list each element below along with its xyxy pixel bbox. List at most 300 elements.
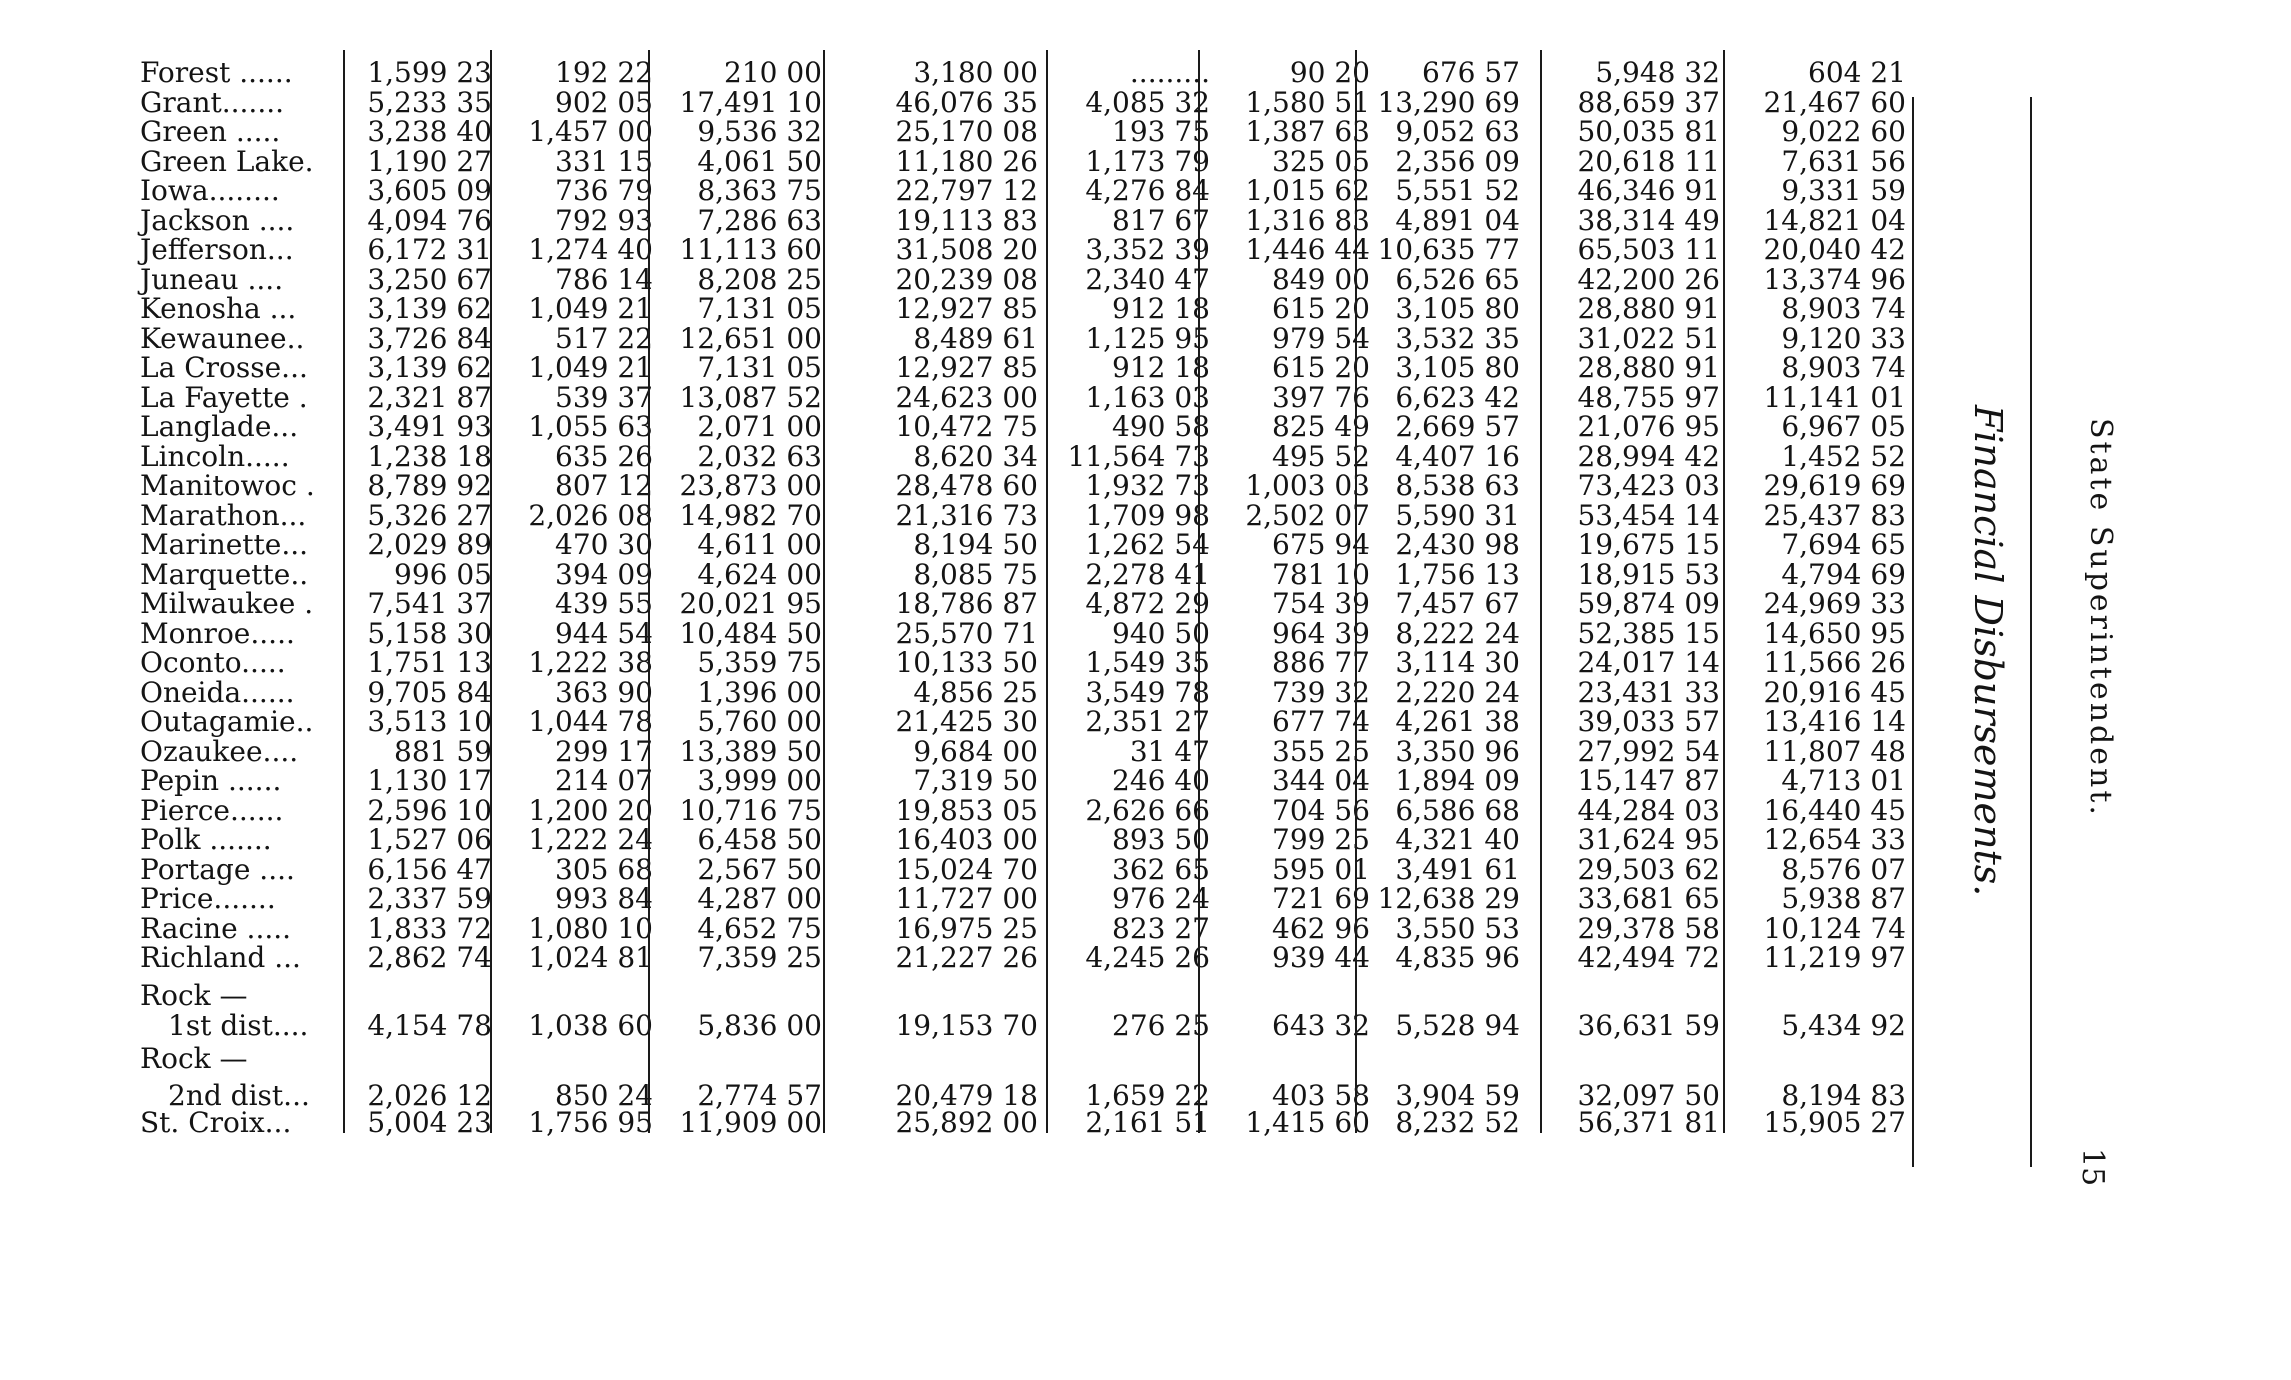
amount-cell: 1,238 18: [367, 439, 492, 473]
amount-cell: 635 26: [555, 439, 653, 473]
amount-cell: 88,659 37: [1577, 85, 1720, 119]
amount-cell: 210 00: [724, 56, 822, 89]
amount-cell: 24,017 14: [1577, 646, 1720, 679]
amount-cell: 6,172 31: [367, 233, 492, 266]
county-name: Jefferson...: [140, 233, 294, 266]
amount-cell: 10,635 77: [1377, 233, 1520, 266]
amount-cell: 56,371 81: [1577, 1106, 1720, 1139]
amount-cell: 46,076 35: [895, 85, 1038, 119]
amount-cell: 2,321 87: [367, 380, 492, 414]
header-separator-rule: [2030, 97, 2032, 1167]
amount-cell: 38,314 49: [1577, 203, 1720, 237]
amount-cell: 4,407 16: [1395, 439, 1520, 473]
amount-cell: 7,631 56: [1781, 144, 1906, 178]
amount-cell: 807 12: [555, 469, 653, 502]
amount-cell: 8,538 63: [1395, 469, 1520, 502]
amount-cell: 13,087 52: [679, 380, 822, 414]
county-name: Kenosha ...: [140, 292, 297, 325]
amount-cell: 3,726 84: [367, 321, 492, 355]
amount-cell: 1,015 62: [1245, 174, 1370, 207]
county-name: Outagamie..: [140, 705, 314, 738]
amount-cell: 799 25: [1272, 823, 1370, 856]
amount-cell: 2,669 57: [1395, 410, 1520, 443]
amount-cell: 8,085 75: [913, 557, 1038, 591]
amount-cell: 9,331 59: [1781, 174, 1906, 207]
amount-cell: 16,440 45: [1763, 793, 1906, 827]
amount-cell: 1,457 00: [528, 115, 653, 148]
amount-cell: 11,727 00: [895, 882, 1038, 915]
amount-cell: 3,904 59: [1395, 1079, 1520, 1112]
amount-cell: 1,751 13: [367, 646, 492, 679]
amount-cell: 1,200 20: [528, 793, 653, 827]
amount-cell: 10,484 50: [679, 616, 822, 650]
amount-cell: 7,131 05: [697, 292, 822, 325]
amount-cell: 3,550 53: [1395, 911, 1520, 945]
amount-cell: 21,227 26: [895, 941, 1038, 974]
amount-cell: 2,862 74: [367, 941, 492, 974]
amount-cell: 1,932 73: [1085, 469, 1210, 502]
amount-cell: 9,684 00: [913, 734, 1038, 768]
amount-cell: 23,873 00: [679, 469, 822, 502]
county-name: Oneida......: [140, 675, 295, 709]
amount-cell: 16,975 25: [895, 911, 1038, 945]
amount-cell: 3,491 61: [1395, 852, 1520, 886]
amount-cell: 13,290 69: [1377, 85, 1520, 119]
amount-cell: 15,024 70: [895, 852, 1038, 886]
amount-cell: 31,508 20: [895, 233, 1038, 266]
amount-cell: 7,286 63: [697, 203, 822, 237]
amount-cell: 299 17: [555, 734, 653, 768]
county-name: Pierce......: [140, 793, 284, 827]
amount-cell: 42,200 26: [1577, 262, 1720, 296]
amount-cell: 11,566 26: [1763, 646, 1906, 679]
amount-cell: 24,969 33: [1763, 587, 1906, 620]
amount-cell: 305 68: [555, 852, 653, 886]
amount-cell: 36,631 59: [1577, 1009, 1720, 1042]
county-name: Ozaukee....: [140, 734, 299, 768]
amount-cell: 28,994 42: [1577, 439, 1720, 473]
amount-cell: 1,222 38: [528, 646, 653, 679]
county-name: Iowa........: [140, 174, 280, 207]
amount-cell: 12,651 00: [679, 321, 822, 355]
amount-cell: 3,491 93: [367, 410, 492, 443]
amount-cell: 1,833 72: [367, 911, 492, 945]
amount-cell: 940 50: [1112, 616, 1210, 650]
amount-cell: 539 37: [555, 380, 653, 414]
amount-cell: 786 14: [555, 262, 653, 296]
amount-cell: 1,080 10: [528, 911, 653, 945]
amount-cell: 28,880 91: [1577, 351, 1720, 384]
county-name: Price.......: [140, 882, 276, 915]
county-name: Pepin ......: [140, 764, 282, 797]
amount-cell: 20,479 18: [895, 1079, 1038, 1112]
amount-cell: 25,892 00: [895, 1106, 1038, 1139]
amount-cell: 4,094 76: [367, 203, 492, 237]
amount-cell: 11,807 48: [1763, 734, 1906, 768]
column-rule: [1723, 50, 1725, 1133]
amount-cell: 6,156 47: [367, 852, 492, 886]
amount-cell: 721 69: [1272, 882, 1370, 915]
amount-cell: 19,113 83: [895, 203, 1038, 237]
amount-cell: 1,049 21: [528, 351, 653, 384]
amount-cell: 2,430 98: [1395, 528, 1520, 561]
amount-cell: 363 90: [555, 675, 653, 709]
amount-cell: 5,004 23: [367, 1106, 492, 1139]
amount-cell: 439 55: [555, 587, 653, 620]
amount-cell: 2,351 27: [1085, 705, 1210, 738]
amount-cell: 19,153 70: [895, 1009, 1038, 1042]
county-name: Juneau ....: [140, 262, 284, 296]
column-rule: [490, 50, 492, 1133]
amount-cell: 355 25: [1272, 734, 1370, 768]
amount-cell: 25,437 83: [1763, 498, 1906, 532]
amount-cell: 46,346 91: [1577, 174, 1720, 207]
amount-cell: 3,532 35: [1395, 321, 1520, 355]
amount-cell: 8,194 83: [1781, 1079, 1906, 1112]
county-name: Manitowoc .: [140, 469, 315, 502]
amount-cell: 27,992 54: [1577, 734, 1720, 768]
amount-cell: 31 47: [1129, 734, 1210, 768]
county-name: 2nd dist...: [168, 1079, 310, 1112]
amount-cell: 5,760 00: [697, 705, 822, 738]
amount-cell: 5,359 75: [697, 646, 822, 679]
amount-cell: 59,874 09: [1577, 587, 1720, 620]
amount-cell: 19,675 15: [1577, 528, 1720, 561]
amount-cell: 643 32: [1272, 1009, 1370, 1042]
amount-cell: 3,250 67: [367, 262, 492, 296]
amount-cell: 675 94: [1272, 528, 1370, 561]
amount-cell: 32,097 50: [1577, 1079, 1720, 1112]
amount-cell: 495 52: [1272, 439, 1370, 473]
amount-cell: 3,139 62: [367, 351, 492, 384]
amount-cell: 5,836 00: [697, 1009, 822, 1042]
amount-cell: 4,835 96: [1395, 941, 1520, 974]
amount-cell: 4,061 50: [697, 144, 822, 178]
amount-cell: 192 22: [555, 56, 653, 89]
amount-cell: 12,927 85: [895, 351, 1038, 384]
amount-cell: 1,387 63: [1245, 115, 1370, 148]
amount-cell: 1,599 23: [367, 56, 492, 89]
amount-cell: 9,022 60: [1781, 115, 1906, 148]
table-right-rule: [1912, 97, 1914, 1167]
amount-cell: 8,194 50: [913, 528, 1038, 561]
amount-cell: 1,756 13: [1395, 557, 1520, 591]
amount-cell: 2,032 63: [697, 439, 822, 473]
amount-cell: 5,590 31: [1395, 498, 1520, 532]
amount-cell: 11,219 97: [1763, 941, 1906, 974]
amount-cell: 7,131 05: [697, 351, 822, 384]
amount-cell: 344 04: [1272, 764, 1370, 797]
amount-cell: 5,326 27: [367, 498, 492, 532]
amount-cell: 615 20: [1272, 292, 1370, 325]
amount-cell: 8,489 61: [913, 321, 1038, 355]
county-name: Oconto.....: [140, 646, 286, 679]
amount-cell: 1,003 03: [1245, 469, 1370, 502]
amount-cell: 23,431 33: [1577, 675, 1720, 709]
amount-cell: 3,180 00: [913, 56, 1038, 89]
amount-cell: 397 76: [1272, 380, 1370, 414]
amount-cell: 10,716 75: [679, 793, 822, 827]
amount-cell: 2,626 66: [1085, 793, 1210, 827]
amount-cell: 394 09: [555, 557, 653, 591]
county-name: Forest ......: [140, 56, 293, 89]
amount-cell: 5,158 30: [367, 616, 492, 650]
amount-cell: 4,321 40: [1395, 823, 1520, 856]
county-name: Portage ....: [140, 852, 295, 886]
county-name: Green .....: [140, 115, 281, 148]
amount-cell: 8,232 52: [1395, 1106, 1520, 1139]
amount-cell: 1,190 27: [367, 144, 492, 178]
amount-cell: 193 75: [1112, 115, 1210, 148]
amount-cell: 3,605 09: [367, 174, 492, 207]
amount-cell: 1,044 78: [528, 705, 653, 738]
amount-cell: 3,999 00: [697, 764, 822, 797]
amount-cell: 1,038 60: [528, 1009, 653, 1042]
amount-cell: 18,915 53: [1577, 557, 1720, 591]
amount-cell: 48,755 97: [1577, 380, 1720, 414]
amount-cell: .........: [1129, 56, 1210, 89]
amount-cell: 8,576 07: [1781, 852, 1906, 886]
amount-cell: 5,233 35: [367, 85, 492, 119]
amount-cell: 1,452 52: [1781, 439, 1906, 473]
amount-cell: 677 74: [1272, 705, 1370, 738]
amount-cell: 1,125 95: [1085, 321, 1210, 355]
page-number: 15: [2075, 1148, 2110, 1187]
amount-cell: 3,105 80: [1395, 351, 1520, 384]
column-rule: [1540, 50, 1542, 1133]
amount-cell: 4,652 75: [697, 911, 822, 945]
amount-cell: 20,618 11: [1577, 144, 1720, 178]
county-name: Rock —: [140, 979, 248, 1012]
amount-cell: 939 44: [1272, 941, 1370, 974]
amount-cell: 6,458 50: [697, 823, 822, 856]
amount-cell: 792 93: [555, 203, 653, 237]
amount-cell: 704 56: [1272, 793, 1370, 827]
amount-cell: 29,378 58: [1577, 911, 1720, 945]
amount-cell: 3,549 78: [1085, 675, 1210, 709]
county-name: Rock —: [140, 1042, 248, 1075]
county-name: Marinette...: [140, 528, 309, 561]
county-name: Jackson ....: [140, 203, 295, 237]
amount-cell: 28,880 91: [1577, 292, 1720, 325]
amount-cell: 362 65: [1112, 852, 1210, 886]
amount-cell: 1,549 35: [1085, 646, 1210, 679]
amount-cell: 4,245 26: [1085, 941, 1210, 974]
amount-cell: 902 05: [555, 85, 653, 119]
amount-cell: 4,872 29: [1085, 587, 1210, 620]
amount-cell: 1,580 51: [1245, 85, 1370, 119]
county-name: Polk .......: [140, 823, 272, 856]
amount-cell: 10,133 50: [895, 646, 1038, 679]
amount-cell: 1,222 24: [528, 823, 653, 856]
county-name: Grant.......: [140, 85, 285, 119]
amount-cell: 11,141 01: [1763, 380, 1906, 414]
amount-cell: 2,337 59: [367, 882, 492, 915]
amount-cell: 65,503 11: [1577, 233, 1720, 266]
amount-cell: 28,478 60: [895, 469, 1038, 502]
amount-cell: 9,120 33: [1781, 321, 1906, 355]
amount-cell: 29,503 62: [1577, 852, 1720, 886]
amount-cell: 7,694 65: [1781, 528, 1906, 561]
amount-cell: 3,352 39: [1085, 233, 1210, 266]
amount-cell: 12,638 29: [1377, 882, 1520, 915]
amount-cell: 1,262 54: [1085, 528, 1210, 561]
amount-cell: 4,261 38: [1395, 705, 1520, 738]
amount-cell: 19,853 05: [895, 793, 1038, 827]
column-rule: [343, 50, 345, 1133]
amount-cell: 4,794 69: [1781, 557, 1906, 591]
amount-cell: 10,472 75: [895, 410, 1038, 443]
amount-cell: 90 20: [1289, 56, 1370, 89]
amount-cell: 6,526 65: [1395, 262, 1520, 296]
county-name: Langlade...: [140, 410, 299, 443]
amount-cell: 6,967 05: [1781, 410, 1906, 443]
amount-cell: 4,891 04: [1395, 203, 1520, 237]
amount-cell: 1,659 22: [1085, 1079, 1210, 1112]
county-name: 1st dist....: [168, 1009, 309, 1042]
amount-cell: 976 24: [1112, 882, 1210, 915]
amount-cell: 1,894 09: [1395, 764, 1520, 797]
amount-cell: 11,564 73: [1067, 439, 1210, 473]
amount-cell: 1,446 44: [1245, 233, 1370, 266]
amount-cell: 16,403 00: [895, 823, 1038, 856]
county-name: Marathon...: [140, 498, 307, 532]
amount-cell: 615 20: [1272, 351, 1370, 384]
amount-cell: 6,623 42: [1395, 380, 1520, 414]
amount-cell: 20,040 42: [1763, 233, 1906, 266]
amount-cell: 20,916 45: [1763, 675, 1906, 709]
column-rule: [648, 50, 650, 1133]
amount-cell: 604 21: [1808, 56, 1906, 89]
amount-cell: 3,114 30: [1395, 646, 1520, 679]
amount-cell: 817 67: [1112, 203, 1210, 237]
amount-cell: 8,222 24: [1395, 616, 1520, 650]
amount-cell: 25,570 71: [895, 616, 1038, 650]
amount-cell: 1,415 60: [1245, 1106, 1370, 1139]
amount-cell: 20,021 95: [679, 587, 822, 620]
amount-cell: 8,208 25: [697, 262, 822, 296]
amount-cell: 2,026 08: [528, 498, 653, 532]
amount-cell: 7,319 50: [913, 764, 1038, 797]
amount-cell: 331 15: [555, 144, 653, 178]
county-name: Lincoln.....: [140, 439, 290, 473]
amount-cell: 1,163 03: [1085, 380, 1210, 414]
amount-cell: 13,389 50: [679, 734, 822, 768]
county-name: Monroe.....: [140, 616, 295, 650]
amount-cell: 5,528 94: [1395, 1009, 1520, 1042]
amount-cell: 4,287 00: [697, 882, 822, 915]
amount-cell: 1,274 40: [528, 233, 653, 266]
amount-cell: 993 84: [555, 882, 653, 915]
amount-cell: 2,029 89: [367, 528, 492, 561]
amount-cell: 1,396 00: [697, 675, 822, 709]
amount-cell: 825 49: [1272, 410, 1370, 443]
amount-cell: 52,385 15: [1577, 616, 1720, 650]
county-name: Milwaukee .: [140, 587, 314, 620]
amount-cell: 325 05: [1272, 144, 1370, 178]
amount-cell: 21,076 95: [1577, 410, 1720, 443]
amount-cell: 22,797 12: [895, 174, 1038, 207]
amount-cell: 881 59: [394, 734, 492, 768]
amount-cell: 9,052 63: [1395, 115, 1520, 148]
amount-cell: 964 39: [1272, 616, 1370, 650]
column-rule: [1046, 50, 1048, 1133]
amount-cell: 1,024 81: [528, 941, 653, 974]
amount-cell: 24,623 00: [895, 380, 1038, 414]
county-name: Kewaunee..: [140, 321, 305, 355]
amount-cell: 14,821 04: [1763, 203, 1906, 237]
amount-cell: 11,113 60: [679, 233, 822, 266]
amount-cell: 849 00: [1272, 262, 1370, 296]
amount-cell: 4,611 00: [697, 528, 822, 561]
amount-cell: 8,903 74: [1781, 292, 1906, 325]
county-name: Marquette..: [140, 557, 309, 591]
amount-cell: 2,567 50: [697, 852, 822, 886]
amount-cell: 9,705 84: [367, 675, 492, 709]
amount-cell: 676 57: [1422, 56, 1520, 89]
amount-cell: 11,909 00: [679, 1106, 822, 1139]
amount-cell: 996 05: [394, 557, 492, 591]
amount-cell: 15,147 87: [1577, 764, 1720, 797]
amount-cell: 25,170 08: [895, 115, 1038, 148]
amount-cell: 20,239 08: [895, 262, 1038, 296]
amount-cell: 5,948 32: [1595, 56, 1720, 89]
amount-cell: 7,541 37: [367, 587, 492, 620]
amount-cell: 8,903 74: [1781, 351, 1906, 384]
amount-cell: 3,350 96: [1395, 734, 1520, 768]
amount-cell: 1,709 98: [1085, 498, 1210, 532]
amount-cell: 31,624 95: [1577, 823, 1720, 856]
amount-cell: 17,491 10: [679, 85, 822, 119]
amount-cell: 7,359 25: [697, 941, 822, 974]
amount-cell: 912 18: [1112, 351, 1210, 384]
amount-cell: 14,982 70: [679, 498, 822, 532]
amount-cell: 21,425 30: [895, 705, 1038, 738]
amount-cell: 31,022 51: [1577, 321, 1720, 355]
amount-cell: 462 96: [1272, 911, 1370, 945]
amount-cell: 2,774 57: [697, 1079, 822, 1112]
amount-cell: 8,363 75: [697, 174, 822, 207]
amount-cell: 3,105 80: [1395, 292, 1520, 325]
amount-cell: 53,454 14: [1577, 498, 1720, 532]
amount-cell: 50,035 81: [1577, 115, 1720, 148]
amount-cell: 13,374 96: [1763, 262, 1906, 296]
amount-cell: 18,786 87: [895, 587, 1038, 620]
amount-cell: 4,856 25: [913, 675, 1038, 709]
amount-cell: 886 77: [1272, 646, 1370, 679]
amount-cell: 2,278 41: [1085, 557, 1210, 591]
county-name: La Fayette .: [140, 380, 308, 414]
amount-cell: 1,055 63: [528, 410, 653, 443]
amount-cell: 1,173 79: [1085, 144, 1210, 178]
amount-cell: 276 25: [1112, 1009, 1210, 1042]
amount-cell: 4,085 32: [1085, 85, 1210, 119]
amount-cell: 823 27: [1112, 911, 1210, 945]
amount-cell: 403 58: [1272, 1079, 1370, 1112]
amount-cell: 4,713 01: [1781, 764, 1906, 797]
column-rule: [1355, 50, 1357, 1133]
amount-cell: 850 24: [555, 1079, 653, 1112]
amount-cell: 214 07: [555, 764, 653, 797]
amount-cell: 42,494 72: [1577, 941, 1720, 974]
amount-cell: 2,596 10: [367, 793, 492, 827]
county-name: Green Lake.: [140, 144, 314, 178]
amount-cell: 781 10: [1272, 557, 1370, 591]
county-name: Racine .....: [140, 911, 292, 945]
amount-cell: 1,756 95: [528, 1106, 653, 1139]
amount-cell: 470 30: [555, 528, 653, 561]
county-name: La Crosse...: [140, 351, 308, 384]
